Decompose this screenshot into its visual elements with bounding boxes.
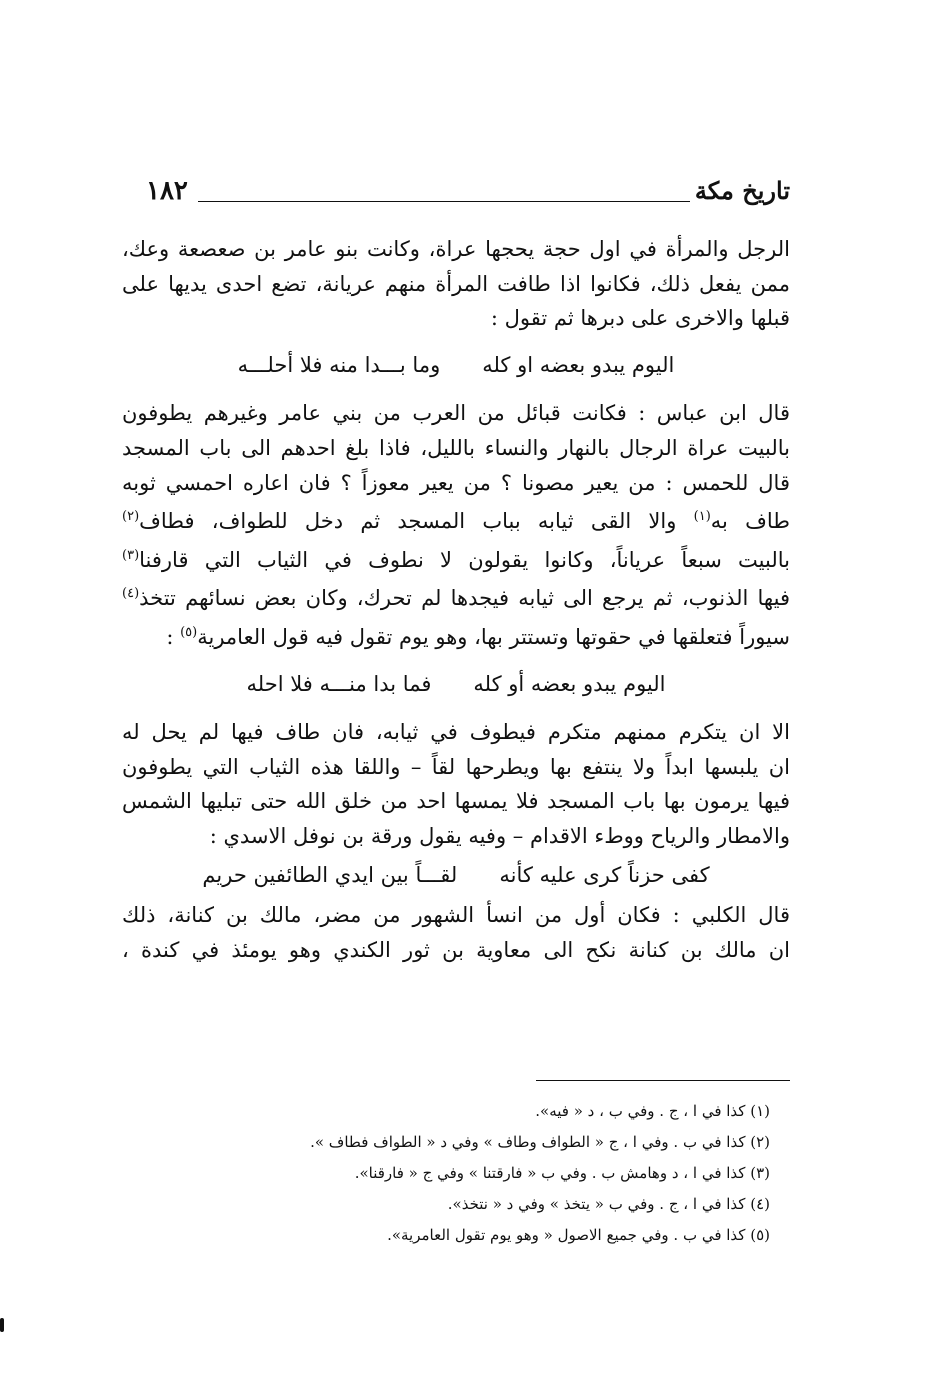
footnote: (٥) كذا في ب . وفي جميع الاصول « وهو يوم تقول العامرية». bbox=[387, 1226, 770, 1244]
text-line bbox=[122, 539, 790, 578]
text-line: قبلها والاخرى على دبرها ثم تقول : bbox=[490, 306, 790, 331]
footnote-rule bbox=[536, 1080, 790, 1081]
footnote-marker: (٤) bbox=[122, 586, 140, 602]
paragraph bbox=[122, 898, 790, 967]
text-line: الا ان يتكرم ممنهم متكرم فيطوف في ثيابه، فان طاف فيها لم يحل له bbox=[122, 720, 790, 745]
footnotes bbox=[210, 1096, 770, 1251]
text-line: قال للحمس : من يعير مصونا ؟ من يعير معوزاً ؟ فان اعاره احمسي ثوبه bbox=[122, 470, 790, 495]
text-fragment: بالبيت سبعاً عرياناً، وكانوا يقولون لا نطوف في الثياب التي قارفنا bbox=[139, 547, 790, 572]
text-line: ان يلبسها ابداً ولا ينتفع بها ويطرحها لقاً – واللقا هذه الثياب التي يطوفون bbox=[122, 754, 790, 779]
page-number: ١٨٢ bbox=[146, 176, 188, 206]
text-line bbox=[122, 500, 790, 539]
text-fragment: طاف به bbox=[710, 509, 790, 534]
verse-hemistich-left: لقـــاً بين ايدي الطائفين حريم bbox=[202, 862, 458, 887]
paragraph bbox=[122, 396, 790, 654]
text-line: الرجل والمرأة في اول حجة يحجها عراة، وكانت بنو عامر بن صعصعة وعك، bbox=[122, 237, 790, 261]
page-header bbox=[122, 176, 790, 216]
footnote: (٤) كذا في ا ، ج . وفي ب « يتخذ » وفي د « نتخذ». bbox=[447, 1195, 770, 1213]
footnote: (١) كذا في ا ، ج . وفي ب ، د « فيه». bbox=[535, 1102, 770, 1120]
text-fragment: : bbox=[166, 624, 174, 649]
footnote: (٣) كذا في ا ، د وهامش ب . وفي ب « فارقتنا » وفي ج « فارقنا». bbox=[354, 1164, 770, 1182]
text-line: ممن يفعل ذلك، فكانوا اذا طافت المرأة منهم عريانة، تضع احدى يديها على bbox=[122, 271, 790, 296]
text-fragment: فيها الذنوب، ثم يرجع الى ثيابه فيجدها لم تحرك، وكان بعض نسائهم تتخذ bbox=[139, 586, 790, 611]
verse-hemistich-left: فما بدا منـــه فلا احله bbox=[246, 671, 432, 696]
paragraph bbox=[122, 715, 790, 853]
scan-edge-mark bbox=[0, 1318, 4, 1332]
book-title: تاريخ مكة bbox=[694, 176, 790, 205]
verse-hemistich-left: وما بـــدا منه فلا أحلـــه bbox=[237, 352, 441, 377]
footnote-marker: (٢) bbox=[122, 509, 140, 525]
verse bbox=[122, 667, 790, 702]
text-line: والامطار والرياح ووطء الاقدام – وفيه يقول ورقة بن نوفل الاسدي : bbox=[209, 823, 790, 848]
text-fragment: والا القى ثيابه بباب المسجد ثم دخل للطواف، فطاف bbox=[139, 509, 677, 534]
footnote: (٢) كذا في ب . وفي ا ، ج « الطواف وطاف » وفي د « الطواف فطاف ». bbox=[310, 1133, 770, 1151]
text-line: قال الكلبي : فكان أول من انسأ الشهور من مضر، مالك بن كنانة، ذلك bbox=[122, 903, 790, 928]
footnote-marker: (٣) bbox=[122, 547, 140, 563]
verse bbox=[122, 858, 790, 893]
verse-hemistich-right: كفى حزناً كرى عليه كأنه bbox=[499, 862, 710, 887]
text-fragment: سيوراً فتعلقها في حقوتها وتستتر بها، وهو يوم تقول فيه قول العامرية bbox=[197, 624, 790, 649]
main-text bbox=[122, 232, 790, 967]
text-line bbox=[166, 625, 790, 649]
footnote-marker: (٥) bbox=[180, 624, 198, 640]
text-line: قال ابن عباس : فكانت قبائل من العرب من بني عامر وغيرهم يطوفون bbox=[122, 401, 790, 426]
text-line: ان مالك بن كنانة نكح الى معاوية بن ثور الكندي وهو يومئذ في كندة ، bbox=[122, 937, 790, 962]
header-rule bbox=[198, 201, 690, 202]
paragraph bbox=[122, 232, 790, 336]
text-line: فيها يرمون بها باب المسجد فلا يمسها احد من خلق الله حتى تبليها الشمس bbox=[122, 789, 790, 814]
text-line bbox=[122, 577, 790, 616]
verse-hemistich-right: اليوم يبدو بعضه أو كله bbox=[473, 671, 666, 696]
verse-hemistich-right: اليوم يبدو بعضه او كله bbox=[482, 352, 675, 377]
verse bbox=[122, 348, 790, 383]
text-line: بالبيت عراة الرجال بالنهار والنساء بالليل، فاذا بلغ احدهم الى باب المسجد bbox=[122, 435, 790, 460]
footnote-marker: (١) bbox=[693, 509, 711, 525]
